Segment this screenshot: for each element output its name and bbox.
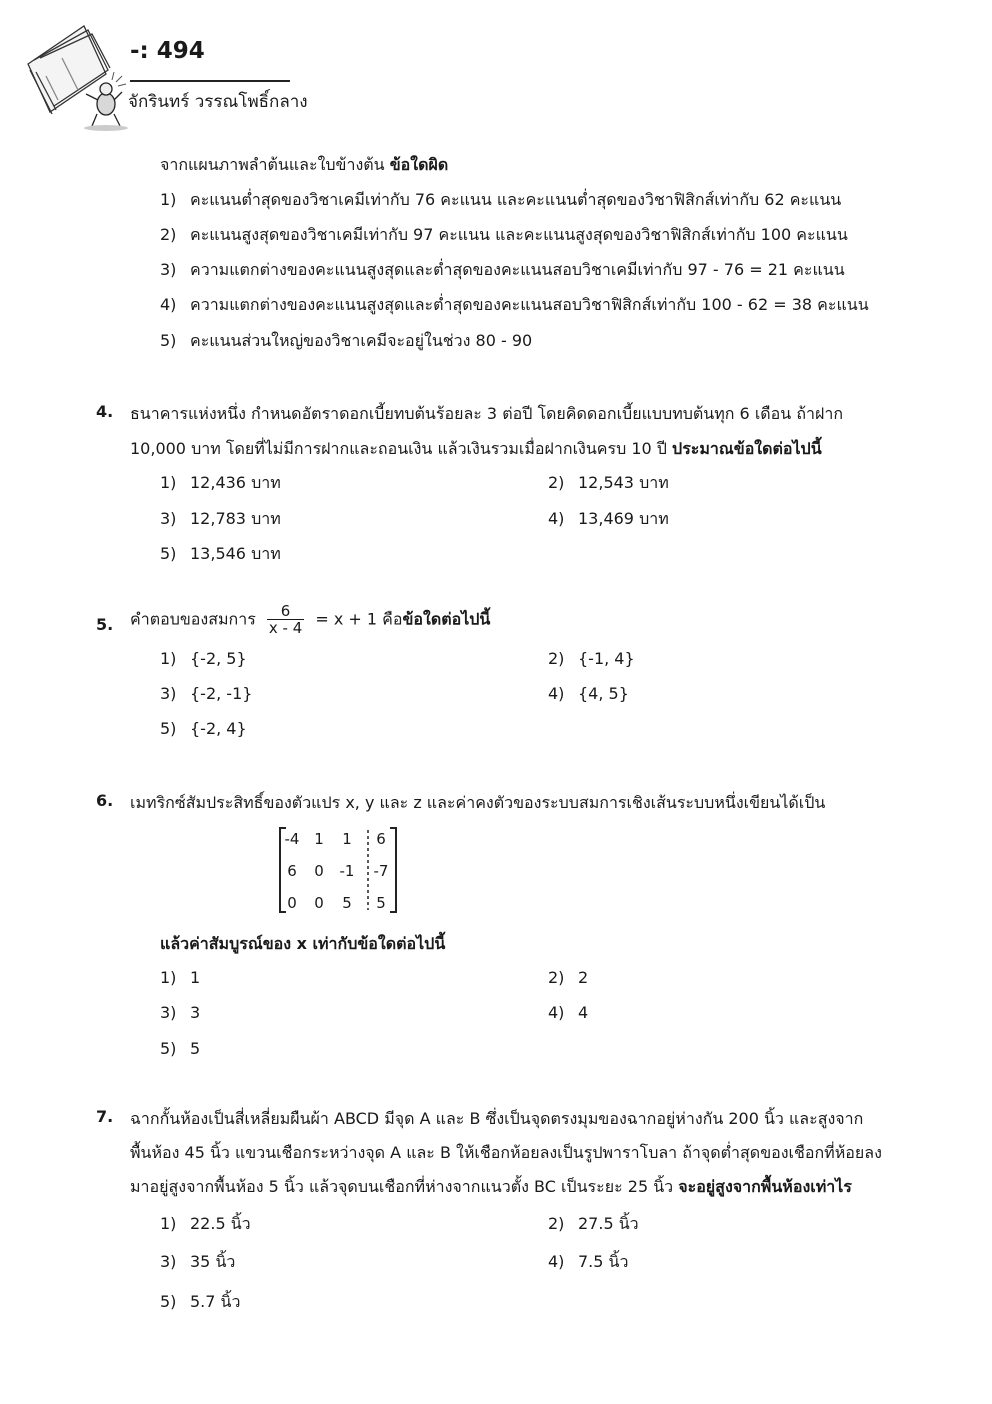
answer-option bbox=[548, 684, 629, 703]
question-5-suffix: = x + 1 คือ bbox=[315, 609, 403, 629]
option-text: 12,436 บาท bbox=[190, 473, 281, 492]
matrix-cell: 6 bbox=[287, 862, 297, 880]
question-number: 7. bbox=[96, 1107, 114, 1126]
option-number: 1) bbox=[160, 1214, 177, 1233]
option-text: 7.5 นิ้ว bbox=[578, 1252, 629, 1271]
option-number: 1) bbox=[160, 968, 177, 987]
option-number: 3) bbox=[160, 684, 177, 703]
matrix-cell: 5 bbox=[376, 894, 386, 912]
question-6-prompt: แล้วค่าสัมบูรณ์ของ x เท่ากับข้อใดต่อไปนี้ bbox=[160, 934, 446, 953]
answer-option bbox=[160, 684, 252, 703]
option-text: ความแตกต่างของคะแนนสูงสุดและต่ำสุดของคะแนนสอบวิชาฟิสิกส์เท่ากับ 100 - 62 = 38 คะแนน bbox=[190, 295, 869, 314]
option-text: 27.5 นิ้ว bbox=[578, 1214, 639, 1233]
header-rule bbox=[130, 80, 290, 82]
answer-option bbox=[160, 542, 281, 567]
question-3-intro-text: จากแผนภาพลำต้นและใบข้างต้น bbox=[160, 155, 385, 174]
option-text: คะแนนต่ำสุดของวิชาเคมีเท่ากับ 76 คะแนน และคะแนนต่ำสุดของวิชาฟิสิกส์เท่ากับ 62 คะแนน bbox=[190, 190, 842, 209]
matrix-cell: 0 bbox=[314, 894, 324, 912]
answer-option bbox=[548, 1003, 588, 1022]
matrix-cell: 0 bbox=[287, 894, 297, 912]
option-text: ความแตกต่างของคะแนนสูงสุดและต่ำสุดของคะแนนสอบวิชาเคมีเท่ากับ 97 - 76 = 21 คะแนน bbox=[190, 260, 845, 279]
option-text: 2 bbox=[578, 968, 589, 987]
option-number: 1) bbox=[160, 190, 177, 209]
option-text: 35 นิ้ว bbox=[190, 1252, 236, 1271]
option-text: {-2, -1} bbox=[190, 684, 253, 703]
option-text: 12,543 บาท bbox=[578, 473, 669, 492]
question-number: 4. bbox=[96, 402, 114, 421]
option-text: คะแนนสูงสุดของวิชาเคมีเท่ากับ 97 คะแนน และคะแนนสูงสุดของวิชาฟิสิกส์เท่ากับ 100 คะแนน bbox=[190, 225, 848, 244]
question-7-line-2: พื้นห้อง 45 นิ้ว แขวนเชือกระหว่างจุด A และ B ให้เชือกห้อยลงเป็นรูปพาราโบลา ถ้าจุดต่ำสุดของเชือกที่ห้อยลง bbox=[130, 1143, 882, 1162]
augmented-matrix bbox=[278, 826, 398, 914]
matrix-cell: 6 bbox=[376, 830, 386, 848]
fraction bbox=[267, 604, 304, 636]
option-number: 4) bbox=[548, 1252, 565, 1271]
option-number: 2) bbox=[160, 225, 177, 244]
option-text: 12,783 บาท bbox=[190, 509, 281, 528]
option-number: 1) bbox=[160, 649, 177, 668]
answer-option bbox=[160, 507, 281, 532]
page-number: -: 494 bbox=[130, 38, 205, 64]
matrix-cell: 1 bbox=[314, 830, 324, 848]
option-number: 3) bbox=[160, 509, 177, 528]
answer-option bbox=[160, 719, 247, 738]
answer-option bbox=[548, 1212, 639, 1237]
answer-option bbox=[160, 329, 532, 354]
option-text: {-2, 4} bbox=[190, 719, 247, 738]
fraction-denominator: x - 4 bbox=[268, 619, 303, 637]
option-number: 5) bbox=[160, 1039, 177, 1058]
option-text: {4, 5} bbox=[578, 684, 629, 703]
option-number: 4) bbox=[160, 295, 177, 314]
answer-option bbox=[160, 1212, 251, 1237]
option-text: 3 bbox=[190, 1003, 201, 1022]
question-number: 6. bbox=[96, 791, 114, 810]
option-text: คะแนนส่วนใหญ่ของวิชาเคมีจะอยู่ในช่วง 80 - 90 bbox=[190, 331, 533, 350]
question-4-line-2-text: 10,000 บาท โดยที่ไม่มีการฝากและถอนเงิน แล้วเงินรวมเมื่อฝากเงินครบ 10 ปี bbox=[130, 439, 667, 458]
answer-option bbox=[160, 1250, 235, 1275]
answer-option bbox=[160, 968, 200, 987]
answer-option bbox=[160, 471, 281, 496]
matrix-cell: 0 bbox=[314, 862, 324, 880]
option-text: 5.7 นิ้ว bbox=[190, 1292, 241, 1311]
answer-option bbox=[160, 1003, 200, 1022]
option-number: 4) bbox=[548, 684, 565, 703]
answer-option bbox=[548, 968, 588, 987]
matrix-cell: 1 bbox=[342, 830, 352, 848]
question-4-line-2 bbox=[130, 437, 822, 462]
question-7-line-3-bold: จะอยู่สูงจากพื้นห้องเท่าไร bbox=[678, 1177, 852, 1196]
matrix-cell: -7 bbox=[373, 862, 389, 880]
question-3-intro bbox=[160, 153, 448, 178]
option-number: 3) bbox=[160, 1003, 177, 1022]
question-6-text: เมทริกซ์สัมประสิทธิ์ของตัวแปร x, y และ z และค่าคงตัวของระบบสมการเชิงเส้นระบบหนึ่งเขียนได้เป็น bbox=[130, 793, 826, 812]
option-number: 2) bbox=[548, 473, 565, 492]
option-text: 1 bbox=[190, 968, 201, 987]
option-number: 2) bbox=[548, 1214, 565, 1233]
question-7-line-3-text: มาอยู่สูงจากพื้นห้อง 5 นิ้ว แล้วจุดบนเชือกที่ห่างจากแนวตั้ง BC เป็นระยะ 25 นิ้ว bbox=[130, 1177, 674, 1196]
option-text: 13,546 บาท bbox=[190, 544, 281, 563]
option-text: {-1, 4} bbox=[578, 649, 635, 668]
page-header bbox=[22, 14, 342, 144]
option-number: 4) bbox=[548, 1003, 565, 1022]
answer-option bbox=[548, 471, 669, 496]
answer-option bbox=[160, 188, 841, 213]
question-7-line-1: ฉากกั้นห้องเป็นสี่เหลี่ยมผืนผ้า ABCD มีจุด A และ B ซึ่งเป็นจุดตรงมุมของฉากอยู่ห่างกัน 200 นิ้ว และสูงจาก bbox=[130, 1109, 864, 1128]
author-name: จักรินทร์ วรรณโพธิ์กลาง bbox=[128, 92, 308, 112]
answer-option bbox=[160, 649, 247, 668]
question-4-line-2-bold: ประมาณข้อใดต่อไปนี้ bbox=[672, 439, 822, 458]
question-5-line bbox=[130, 604, 490, 636]
fraction-numerator: 6 bbox=[280, 602, 291, 620]
option-number: 5) bbox=[160, 544, 177, 563]
option-text: 5 bbox=[190, 1039, 201, 1058]
option-text: {-2, 5} bbox=[190, 649, 247, 668]
option-number: 5) bbox=[160, 719, 177, 738]
option-text: 13,469 บาท bbox=[578, 509, 669, 528]
answer-option bbox=[548, 507, 669, 532]
option-number: 5) bbox=[160, 1292, 177, 1311]
matrix-cell: -4 bbox=[284, 830, 300, 848]
option-number: 5) bbox=[160, 331, 177, 350]
question-5-bold: ข้อใดต่อไปนี้ bbox=[402, 609, 491, 629]
question-3-intro-bold: ข้อใดผิด bbox=[389, 155, 449, 174]
option-number: 2) bbox=[548, 649, 565, 668]
option-text: 22.5 นิ้ว bbox=[190, 1214, 251, 1233]
answer-option bbox=[160, 258, 845, 283]
question-5-prefix: คำตอบของสมการ bbox=[130, 609, 256, 629]
option-text: 4 bbox=[578, 1003, 589, 1022]
matrix-cell: -1 bbox=[339, 862, 355, 880]
answer-option bbox=[160, 1290, 240, 1315]
option-number: 3) bbox=[160, 260, 177, 279]
option-number: 4) bbox=[548, 509, 565, 528]
matrix-cell: 5 bbox=[342, 894, 352, 912]
answer-option bbox=[548, 649, 635, 668]
answer-option bbox=[548, 1250, 628, 1275]
question-7-line-3 bbox=[130, 1175, 852, 1200]
question-number: 5. bbox=[96, 615, 114, 634]
option-number: 1) bbox=[160, 473, 177, 492]
option-number: 2) bbox=[548, 968, 565, 987]
answer-option bbox=[160, 293, 869, 318]
papers-mascot-logo bbox=[22, 14, 132, 134]
answer-option bbox=[160, 223, 848, 248]
answer-option bbox=[160, 1039, 200, 1058]
question-4-line-1: ธนาคารแห่งหนึ่ง กำหนดอัตราดอกเบี้ยทบต้นร้อยละ 3 ต่อปี โดยคิดดอกเบี้ยแบบทบต้นทุก 6 เดือน ถ้าฝาก bbox=[130, 404, 844, 423]
option-number: 3) bbox=[160, 1252, 177, 1271]
